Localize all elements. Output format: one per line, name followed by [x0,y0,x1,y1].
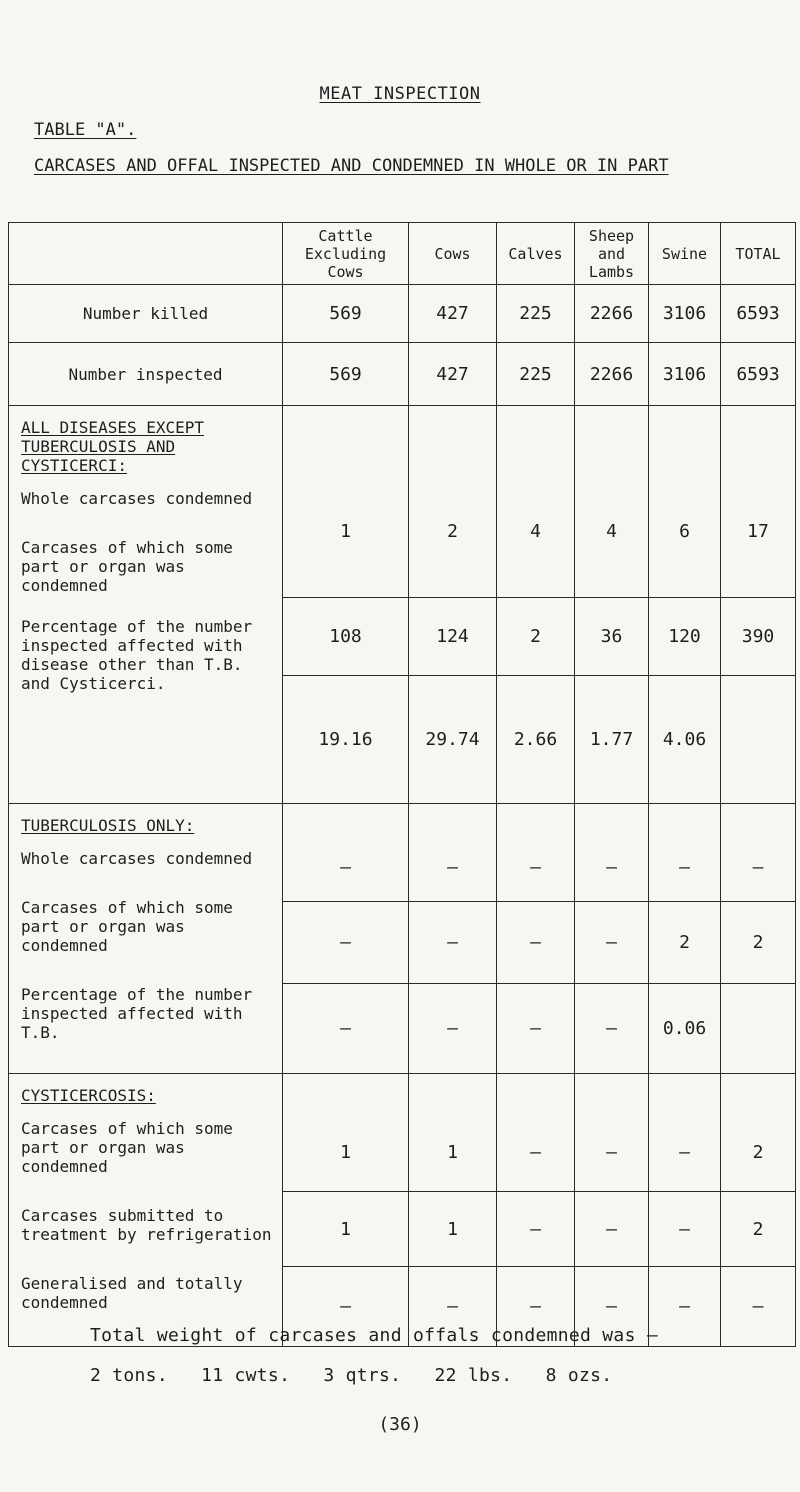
section-tuberculosis [9,804,283,1074]
cell: 2 [649,902,721,984]
cell: 2 [409,406,497,598]
cell: 108 [283,598,409,676]
cell [721,984,796,1074]
cell: 390 [721,598,796,676]
cell: 569 [283,285,409,343]
cell: 4 [575,406,649,598]
cell: 1 [283,1074,409,1192]
cell: – [575,1074,649,1192]
row-label: Whole carcases condemned [21,489,253,508]
cell [721,676,796,804]
col-header-sheep: Sheep and Lambs [575,223,649,285]
cell: 225 [497,343,575,406]
col-header-cows: Cows [409,223,497,285]
cell: 2266 [575,343,649,406]
row-label: Generalised and totally condemned [21,1274,243,1312]
cell: – [283,804,409,902]
cell: 1 [283,1192,409,1267]
row-label-killed: Number killed [9,285,283,343]
row-cyst-part [9,1074,796,1192]
cell: – [283,984,409,1074]
weight-ozs: 8 ozs. [545,1365,613,1386]
row-label: Carcases of which some part or organ was condemned [21,898,233,955]
cell: – [497,984,575,1074]
cell: 569 [283,343,409,406]
cell: 2 [497,598,575,676]
row-all-whole [9,406,796,598]
cell: 4 [497,406,575,598]
cell: – [575,984,649,1074]
row-label-inspected: Number inspected [9,343,283,406]
cell: 2 [721,902,796,984]
col-header-calves: Calves [497,223,575,285]
cell: – [497,1074,575,1192]
cell: 6593 [721,285,796,343]
weight-tons: 2 tons. [90,1365,168,1386]
cell: 6 [649,406,721,598]
cell: – [283,902,409,984]
section-heading: CYSTICERCOSIS: [21,1086,156,1105]
cell: 225 [497,285,575,343]
row-number-inspected [9,343,796,406]
cell: 2 [721,1192,796,1267]
row-tb-whole [9,804,796,902]
weight-lbs: 22 lbs. [434,1365,513,1386]
cell: – [575,804,649,902]
cell: 124 [409,598,497,676]
cell: 29.74 [409,676,497,804]
col-header-total: TOTAL [721,223,796,285]
header-row [9,223,796,285]
cell: 4.06 [649,676,721,804]
cell: – [649,1192,721,1267]
cell: 3106 [649,343,721,406]
page-number: (36) [378,1414,422,1435]
weight-qtrs: 3 qtrs. [323,1365,402,1386]
cell: 1 [409,1074,497,1192]
cell: – [497,1192,575,1267]
cell: 3106 [649,285,721,343]
cell: – [649,1074,721,1192]
cell: – [649,1267,721,1347]
cell: 427 [409,285,497,343]
cell: – [575,1192,649,1267]
cell: 19.16 [283,676,409,804]
cell: – [721,804,796,902]
section-cysticercosis [9,1074,283,1347]
header-blank [9,223,283,285]
cell: 1 [283,406,409,598]
row-number-killed [9,285,796,343]
cell: 36 [575,598,649,676]
weight-cwts: 11 cwts. [201,1365,291,1386]
cell: 2266 [575,285,649,343]
cell: 0.06 [649,984,721,1074]
cell: 1 [409,1192,497,1267]
total-weight-statement: Total weight of carcases and offals condemned was – [90,1325,658,1346]
row-label: Carcases of which some part or organ was condemned [21,538,233,595]
row-label: Carcases of which some part or organ was condemned [21,1119,233,1176]
cell: 2.66 [497,676,575,804]
cell: 6593 [721,343,796,406]
col-header-cattle: Cattle Excluding Cows [283,223,409,285]
col-header-swine: Swine [649,223,721,285]
page-title: MEAT INSPECTION [319,84,481,104]
table-caption: CARCASES AND OFFAL INSPECTED AND CONDEMNED IN WHOLE OR IN PART [34,156,669,176]
row-label: Whole carcases condemned [21,849,253,868]
cell: 2 [721,1074,796,1192]
cell: – [409,984,497,1074]
section-all-diseases [9,406,283,804]
table-label: TABLE "A". [34,120,137,140]
cell: – [497,1267,575,1347]
cell: – [721,1267,796,1347]
cell: – [409,804,497,902]
cell: – [409,902,497,984]
cell: 120 [649,598,721,676]
cell: – [575,1267,649,1347]
inspection-table [8,222,796,1347]
cell: 17 [721,406,796,598]
total-weight-values [90,1365,634,1386]
row-label: Percentage of the number inspected affected with disease other than T.B. and Cysticerci. [21,617,253,693]
cell: – [497,804,575,902]
row-label: Carcases submitted to treatment by refrigeration [21,1206,272,1244]
cell: – [649,804,721,902]
section-heading: TUBERCULOSIS ONLY: [21,816,195,835]
section-heading: ALL DISEASES EXCEPT TUBERCULOSIS AND CYSTICERCI: [21,418,205,475]
cell: – [409,1267,497,1347]
cell: – [575,902,649,984]
cell: 1.77 [575,676,649,804]
row-label: Percentage of the number inspected affected with T.B. [21,985,253,1042]
cell: – [283,1267,409,1347]
cell: – [497,902,575,984]
cell: 427 [409,343,497,406]
